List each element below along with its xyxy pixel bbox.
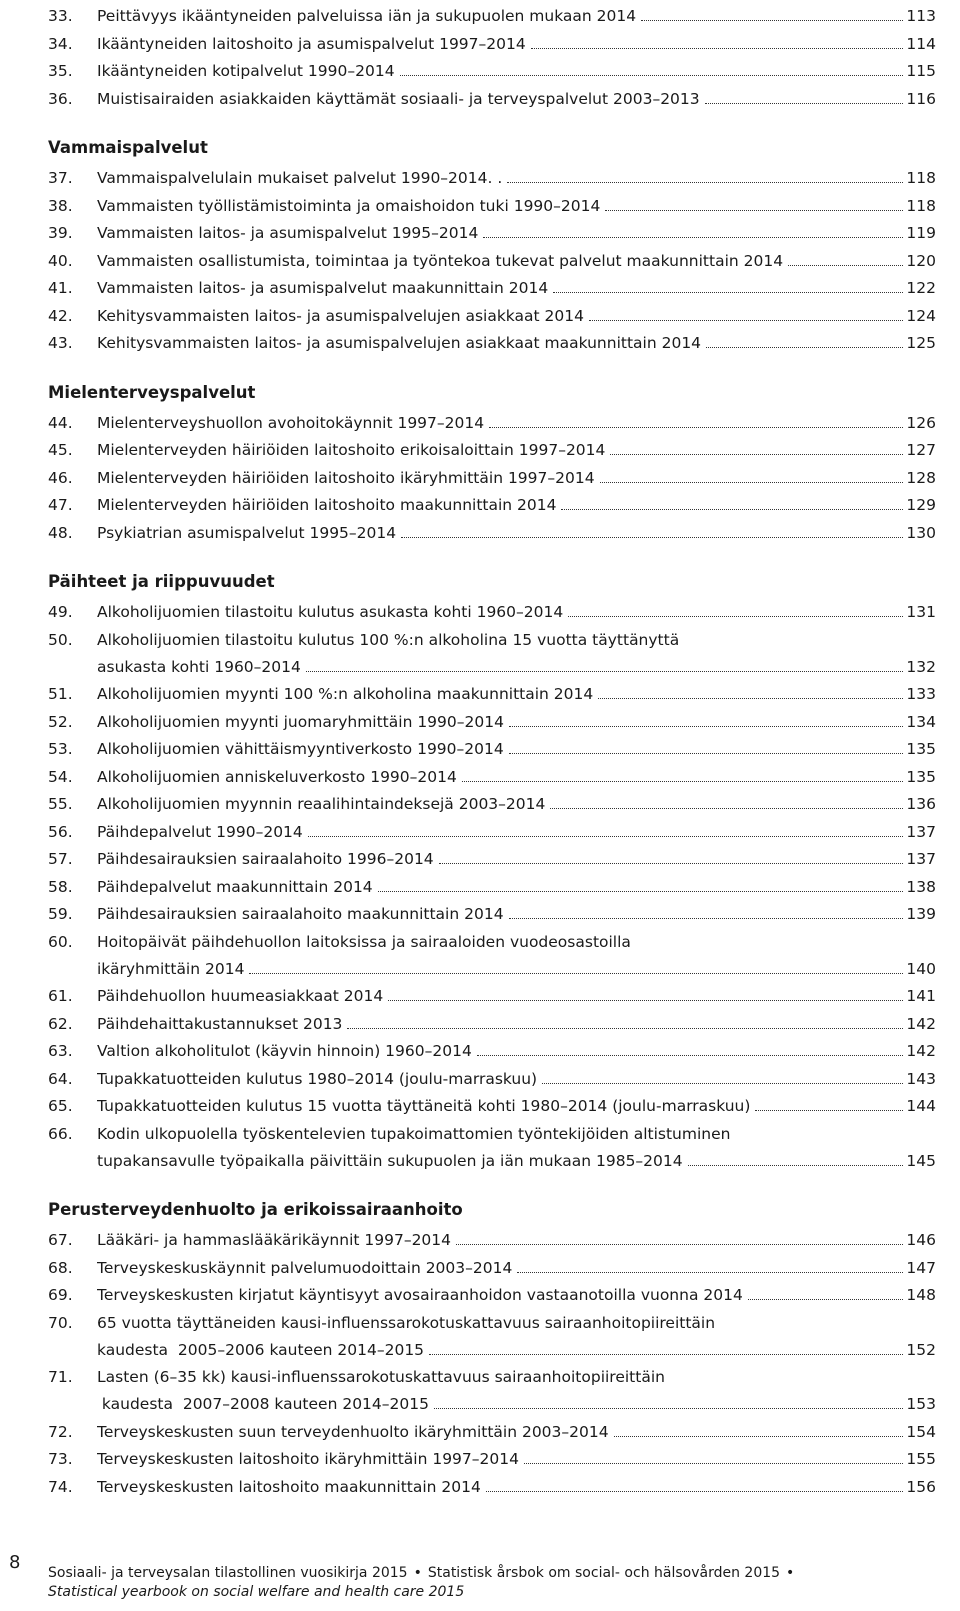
entry-number: 37. xyxy=(48,169,73,187)
section-heading: Mielenterveyspalvelut xyxy=(48,382,256,402)
entry-title: Psykiatrian asumispalvelut 1995–2014 xyxy=(97,523,397,542)
entry-title-line xyxy=(97,168,936,188)
entry-title: Vammaisten laitos- ja asumispalvelut maakunnittain 2014 xyxy=(97,279,549,297)
footer-bullet: • xyxy=(786,1565,795,1581)
dot-leader xyxy=(507,182,903,183)
entry-page: 130 xyxy=(906,523,936,542)
entry-page: 133 xyxy=(906,685,936,703)
entry-title: Terveyskeskuskäynnit palvelumuodoittain 2003–2014 xyxy=(97,1258,513,1277)
entry-title-line xyxy=(97,822,936,842)
entry-title-continued: asukasta kohti 1960–2014 xyxy=(97,657,301,676)
entry-title: Mielenterveyden häiriöiden laitoshoito erikoisaloittain 1997–2014 xyxy=(97,441,606,459)
entry-body xyxy=(97,278,936,298)
entry-title-line xyxy=(97,333,936,353)
entry-body xyxy=(97,6,936,26)
entry-number: 48. xyxy=(48,523,73,542)
entry-title-line xyxy=(97,904,936,924)
dot-leader xyxy=(483,237,903,238)
entry-body xyxy=(97,630,936,677)
dot-leader xyxy=(477,1055,904,1056)
entry-page: 156 xyxy=(906,1477,936,1496)
entry-body xyxy=(97,1449,936,1469)
entry-title-line xyxy=(97,223,936,243)
entry-page: 142 xyxy=(906,1014,936,1033)
section-heading: Vammaispalvelut xyxy=(48,138,208,157)
entry-title-line xyxy=(97,1422,936,1442)
footer-title-fi: Sosiaali- ja terveysalan tilastollinen vuosikirja 2015 xyxy=(48,1565,408,1581)
entry-title-line xyxy=(97,89,936,109)
entry-number: 34. xyxy=(48,34,73,53)
entry-body xyxy=(97,196,936,216)
dot-leader xyxy=(550,808,903,809)
entry-body xyxy=(97,413,936,433)
entry-title: Peittävyys ikääntyneiden palveluissa iän ja sukupuolen mukaan 2014 xyxy=(97,7,637,25)
dot-leader xyxy=(531,48,904,49)
entry-page: 137 xyxy=(906,850,936,868)
entry-page: 138 xyxy=(906,877,936,896)
entry-title-line xyxy=(97,440,936,460)
dot-leader xyxy=(542,1083,903,1084)
entry-body xyxy=(97,223,936,243)
entry-body xyxy=(97,440,936,460)
entry-page: 128 xyxy=(906,468,936,487)
entry-number: 41. xyxy=(48,279,73,297)
dot-leader xyxy=(614,1436,904,1437)
entry-title-line xyxy=(97,1014,936,1034)
entry-title-line xyxy=(97,523,936,543)
entry-title-continued: kaudesta 2007–2008 kauteen 2014–2015 xyxy=(97,1395,429,1413)
entry-title-line xyxy=(97,251,936,271)
entry-page: 116 xyxy=(906,89,936,108)
entry-body xyxy=(97,877,936,897)
entry-page: 126 xyxy=(906,413,936,432)
entry-page: 135 xyxy=(906,767,936,786)
entry-page: 152 xyxy=(906,1340,936,1359)
entry-title: Mielenterveyshuollon avohoitokäynnit 1997–2014 xyxy=(97,413,485,432)
entry-body xyxy=(97,932,936,979)
entry-title-line xyxy=(97,34,936,54)
entry-title-line xyxy=(97,6,936,26)
entry-page: 146 xyxy=(906,1231,936,1249)
entry-number: 57. xyxy=(48,850,73,868)
entry-title: Päihdesairauksien sairaalahoito 1996–2014 xyxy=(97,850,434,868)
entry-page: 122 xyxy=(906,279,936,297)
entry-title-line xyxy=(97,794,936,814)
dot-leader xyxy=(553,292,903,293)
entry-title: Päihdehaittakustannukset 2013 xyxy=(97,1014,343,1033)
entry-body xyxy=(97,1041,936,1061)
entry-number: 35. xyxy=(48,62,73,80)
entry-number: 40. xyxy=(48,251,73,270)
footer-bullet: • xyxy=(413,1565,422,1581)
entry-title: Päihdepalvelut maakunnittain 2014 xyxy=(97,877,373,896)
entry-number: 63. xyxy=(48,1042,73,1060)
dot-leader xyxy=(598,698,903,699)
entry-number: 36. xyxy=(48,89,73,108)
entry-title: 65 vuotta täyttäneiden kausi-influenssarokotuskattavuus sairaanhoitopiireittäin xyxy=(97,1313,716,1332)
entry-title-line xyxy=(97,959,936,979)
entry-title-line xyxy=(97,1230,936,1250)
entry-title-line xyxy=(97,1340,936,1360)
entry-title: Tupakkatuotteiden kulutus 1980–2014 (joulu-marraskuu) xyxy=(97,1069,538,1088)
entry-page: 141 xyxy=(906,987,936,1005)
entry-body xyxy=(97,1230,936,1250)
entry-number: 49. xyxy=(48,603,73,621)
entry-title-line xyxy=(97,61,936,81)
entry-page: 147 xyxy=(906,1258,936,1277)
entry-body xyxy=(97,1124,936,1171)
entry-title: Muistisairaiden asiakkaiden käyttämät sosiaali- ja terveyspalvelut 2003–2013 xyxy=(97,89,700,108)
entry-page: 142 xyxy=(906,1042,936,1060)
entry-title: Alkoholijuomien anniskeluverkosto 1990–2014 xyxy=(97,767,457,786)
entry-title: Mielenterveyden häiriöiden laitoshoito maakunnittain 2014 xyxy=(97,496,557,514)
entry-title-line xyxy=(97,1449,936,1469)
dot-leader xyxy=(388,1000,903,1001)
entry-body xyxy=(97,495,936,515)
entry-body xyxy=(97,1477,936,1497)
dot-leader xyxy=(434,1408,903,1409)
dot-leader xyxy=(439,863,904,864)
entry-page: 120 xyxy=(906,251,936,270)
entry-number: 72. xyxy=(48,1422,73,1441)
entry-title: Valtion alkoholitulot (käyvin hinnoin) 1960–2014 xyxy=(97,1042,472,1060)
entry-title-line xyxy=(97,1258,936,1278)
entry-number: 54. xyxy=(48,767,73,786)
entry-title: Vammaisten laitos- ja asumispalvelut 1995–2014 xyxy=(97,224,479,242)
entry-title-line xyxy=(97,1069,936,1089)
entry-title-line xyxy=(97,196,936,216)
entry-title-line xyxy=(97,1041,936,1061)
entry-title-line xyxy=(97,1151,936,1171)
entry-number: 71. xyxy=(48,1368,73,1386)
entry-page: 148 xyxy=(906,1286,936,1304)
entry-title: Hoitopäivät päihdehuollon laitoksissa ja sairaaloiden vuodeosastoilla xyxy=(97,932,631,951)
dot-leader xyxy=(378,891,904,892)
entry-title-line xyxy=(97,468,936,488)
entry-title: Terveyskeskusten suun terveydenhuolto ikäryhmittäin 2003–2014 xyxy=(97,1422,609,1441)
entry-body xyxy=(97,61,936,81)
entry-title: Ikääntyneiden kotipalvelut 1990–2014 xyxy=(97,62,395,80)
entry-title-line xyxy=(97,1313,936,1333)
entry-number: 56. xyxy=(48,822,73,841)
entry-title-line xyxy=(97,877,936,897)
dot-leader xyxy=(486,1491,904,1492)
entry-title-line xyxy=(97,849,936,869)
entry-body xyxy=(97,168,936,188)
dot-leader xyxy=(509,753,904,754)
entry-title-line xyxy=(97,1477,936,1497)
entry-number: 44. xyxy=(48,413,73,432)
dot-leader xyxy=(589,320,903,321)
entry-title: Mielenterveyden häiriöiden laitoshoito ikäryhmittäin 1997–2014 xyxy=(97,468,595,487)
entry-title-line xyxy=(97,1124,936,1144)
entry-body xyxy=(97,468,936,488)
entry-number: 55. xyxy=(48,795,73,813)
dot-leader xyxy=(517,1272,903,1273)
entry-title: Vammaisten työllistämistoiminta ja omaishoidon tuki 1990–2014 xyxy=(97,196,601,215)
entry-title-line xyxy=(97,602,936,622)
entry-page: 125 xyxy=(906,334,936,352)
entry-number: 66. xyxy=(48,1124,73,1143)
entry-body xyxy=(97,986,936,1006)
entry-title: Alkoholijuomien myynti juomaryhmittäin 1990–2014 xyxy=(97,712,504,731)
entry-title: Päihdepalvelut 1990–2014 xyxy=(97,822,303,841)
entry-number: 67. xyxy=(48,1231,73,1249)
dot-leader xyxy=(706,347,903,348)
dot-leader xyxy=(524,1463,903,1464)
entry-title: Ikääntyneiden laitoshoito ja asumispalvelut 1997–2014 xyxy=(97,34,526,53)
entry-body xyxy=(97,251,936,271)
dot-leader xyxy=(568,616,903,617)
entry-number: 47. xyxy=(48,496,73,514)
entry-title-line xyxy=(97,630,936,650)
entry-title-line xyxy=(97,767,936,787)
entry-body xyxy=(97,1313,936,1360)
entry-number: 70. xyxy=(48,1313,73,1332)
entry-body xyxy=(97,306,936,326)
entry-title-line xyxy=(97,306,936,326)
entry-number: 46. xyxy=(48,468,73,487)
entry-number: 52. xyxy=(48,712,73,731)
entry-title: Lasten (6–35 kk) kausi-influenssarokotuskattavuus sairaanhoitopiireittäin xyxy=(97,1368,665,1386)
entry-number: 74. xyxy=(48,1477,73,1496)
entry-title: Kehitysvammaisten laitos- ja asumispalvelujen asiakkaat maakunnittain 2014 xyxy=(97,334,702,352)
entry-title: Alkoholijuomien tilastoitu kulutus 100 %:n alkoholina 15 vuotta täyttänyttä xyxy=(97,630,680,649)
entry-title-line xyxy=(97,1285,936,1305)
entry-title-line xyxy=(97,495,936,515)
entry-page: 124 xyxy=(906,306,936,325)
entry-page: 135 xyxy=(906,740,936,758)
entry-page: 129 xyxy=(906,496,936,514)
entry-number: 43. xyxy=(48,334,73,352)
entry-title: Lääkäri- ja hammaslääkärikäynnit 1997–2014 xyxy=(97,1231,452,1249)
entry-body xyxy=(97,1014,936,1034)
entry-body xyxy=(97,1258,936,1278)
footer-title-sv: Statistisk årsbok om social- och hälsovården 2015 xyxy=(427,1565,781,1581)
entry-page: 153 xyxy=(906,1395,936,1413)
entry-title: Tupakkatuotteiden kulutus 15 vuotta täyttäneitä kohti 1980–2014 (joulu-marraskuu) xyxy=(97,1097,751,1115)
entry-number: 45. xyxy=(48,441,73,459)
entry-body xyxy=(97,1367,936,1414)
entry-body xyxy=(97,1285,936,1305)
entry-number: 38. xyxy=(48,196,73,215)
entry-title: Vammaispalvelulain mukaiset palvelut 1990–2014. . xyxy=(97,169,503,187)
entry-title: Päihdesairauksien sairaalahoito maakunnittain 2014 xyxy=(97,905,504,923)
entry-body xyxy=(97,1069,936,1089)
section-heading: Perusterveydenhuolto ja erikoissairaanhoito xyxy=(48,1200,463,1219)
entry-body xyxy=(97,849,936,869)
entry-page: 114 xyxy=(906,34,936,53)
entry-number: 60. xyxy=(48,932,73,951)
dot-leader xyxy=(401,537,903,538)
entry-title-line xyxy=(97,657,936,677)
entry-page: 154 xyxy=(906,1422,936,1441)
dot-leader xyxy=(600,482,904,483)
dot-leader xyxy=(308,836,904,837)
entry-number: 59. xyxy=(48,905,73,923)
footer-title-en: Statistical yearbook on social welfare and health care 2015 xyxy=(48,1584,465,1600)
entry-number: 58. xyxy=(48,877,73,896)
dot-leader xyxy=(688,1165,904,1166)
entry-number: 53. xyxy=(48,740,73,758)
entry-title: Terveyskeskusten laitoshoito ikäryhmittäin 1997–2014 xyxy=(97,1450,519,1468)
entry-body xyxy=(97,602,936,622)
entry-body xyxy=(97,767,936,787)
entry-body xyxy=(97,523,936,543)
entry-body xyxy=(97,794,936,814)
entry-page: 144 xyxy=(906,1097,936,1115)
dot-leader xyxy=(509,726,903,727)
page-number: 8 xyxy=(9,1552,21,1573)
entry-title-continued: kaudesta 2005–2006 kauteen 2014–2015 xyxy=(97,1340,425,1359)
dot-leader xyxy=(509,918,904,919)
entry-title: Kehitysvammaisten laitos- ja asumispalvelujen asiakkaat 2014 xyxy=(97,306,584,325)
entry-number: 39. xyxy=(48,224,73,242)
entry-body xyxy=(97,712,936,732)
entry-title-line xyxy=(97,739,936,759)
dot-leader xyxy=(748,1299,904,1300)
dot-leader xyxy=(705,103,904,104)
entry-number: 73. xyxy=(48,1450,73,1468)
entry-number: 33. xyxy=(48,7,73,25)
entry-title-line xyxy=(97,1394,936,1414)
entry-page: 140 xyxy=(906,959,936,978)
dot-leader xyxy=(347,1028,903,1029)
entry-number: 61. xyxy=(48,987,73,1005)
entry-body xyxy=(97,1096,936,1116)
entry-body xyxy=(97,1422,936,1442)
dot-leader xyxy=(400,75,904,76)
entry-title-continued: tupakansavulle työpaikalla päivittäin sukupuolen ja iän mukaan 1985–2014 xyxy=(97,1151,683,1170)
entry-page: 118 xyxy=(906,196,936,215)
entry-page: 139 xyxy=(906,905,936,923)
entry-page: 118 xyxy=(906,169,936,187)
entry-body xyxy=(97,89,936,109)
dot-leader xyxy=(755,1110,903,1111)
dot-leader xyxy=(605,210,903,211)
entry-number: 64. xyxy=(48,1069,73,1088)
entry-title-line xyxy=(97,712,936,732)
entry-page: 134 xyxy=(906,712,936,731)
dot-leader xyxy=(462,781,904,782)
entry-number: 65. xyxy=(48,1097,73,1115)
entry-title-line xyxy=(97,413,936,433)
entry-page: 119 xyxy=(906,224,936,242)
entry-number: 62. xyxy=(48,1014,73,1033)
entry-title-line xyxy=(97,684,936,704)
entry-title: Alkoholijuomien vähittäismyyntiverkosto 1990–2014 xyxy=(97,740,504,758)
dot-leader xyxy=(489,427,903,428)
dot-leader xyxy=(788,265,903,266)
entry-title-line xyxy=(97,1096,936,1116)
dot-leader xyxy=(610,454,903,455)
entry-number: 68. xyxy=(48,1258,73,1277)
entry-title: Päihdehuollon huumeasiakkaat 2014 xyxy=(97,987,384,1005)
entry-page: 127 xyxy=(906,441,936,459)
dot-leader xyxy=(561,509,903,510)
entry-page: 136 xyxy=(906,795,936,813)
entry-title-line xyxy=(97,986,936,1006)
entry-title: Vammaisten osallistumista, toimintaa ja työntekoa tukevat palvelut maakunnittain 2014 xyxy=(97,251,784,270)
entry-body xyxy=(97,333,936,353)
entry-number: 42. xyxy=(48,306,73,325)
entry-page: 115 xyxy=(906,62,936,80)
entry-title-continued: ikäryhmittäin 2014 xyxy=(97,959,245,978)
entry-page: 131 xyxy=(906,603,936,621)
page-footer xyxy=(48,1564,800,1602)
entry-page: 137 xyxy=(906,822,936,841)
entry-body xyxy=(97,904,936,924)
entry-title: Kodin ulkopuolella työskentelevien tupakoimattomien työntekijöiden altistuminen xyxy=(97,1124,731,1143)
entry-page: 155 xyxy=(906,1450,936,1468)
dot-leader xyxy=(456,1244,903,1245)
entry-title: Alkoholijuomien myynnin reaalihintaindeksejä 2003–2014 xyxy=(97,795,546,813)
entry-page: 143 xyxy=(906,1069,936,1088)
entry-page: 145 xyxy=(906,1151,936,1170)
dot-leader xyxy=(429,1354,903,1355)
entry-number: 50. xyxy=(48,630,73,649)
entry-title: Alkoholijuomien tilastoitu kulutus asukasta kohti 1960–2014 xyxy=(97,603,564,621)
entry-number: 51. xyxy=(48,685,73,703)
dot-leader xyxy=(641,20,903,21)
entry-page: 113 xyxy=(906,7,936,25)
dot-leader xyxy=(306,671,904,672)
entry-title: Alkoholijuomien myynti 100 %:n alkoholina maakunnittain 2014 xyxy=(97,685,594,703)
section-heading: Päihteet ja riippuvuudet xyxy=(48,572,275,591)
entry-body xyxy=(97,34,936,54)
entry-title-line xyxy=(97,1367,936,1387)
entry-title-line xyxy=(97,278,936,298)
dot-leader xyxy=(249,973,903,974)
entry-title-line xyxy=(97,932,936,952)
entry-title: Terveyskeskusten laitoshoito maakunnittain 2014 xyxy=(97,1477,481,1496)
entry-number: 69. xyxy=(48,1286,73,1304)
entry-body xyxy=(97,684,936,704)
entry-body xyxy=(97,822,936,842)
entry-page: 132 xyxy=(906,657,936,676)
entry-body xyxy=(97,739,936,759)
entry-title: Terveyskeskusten kirjatut käyntisyyt avosairaanhoidon vastaanotoilla vuonna 2014 xyxy=(97,1286,743,1304)
footer-line-1 xyxy=(48,1564,800,1583)
